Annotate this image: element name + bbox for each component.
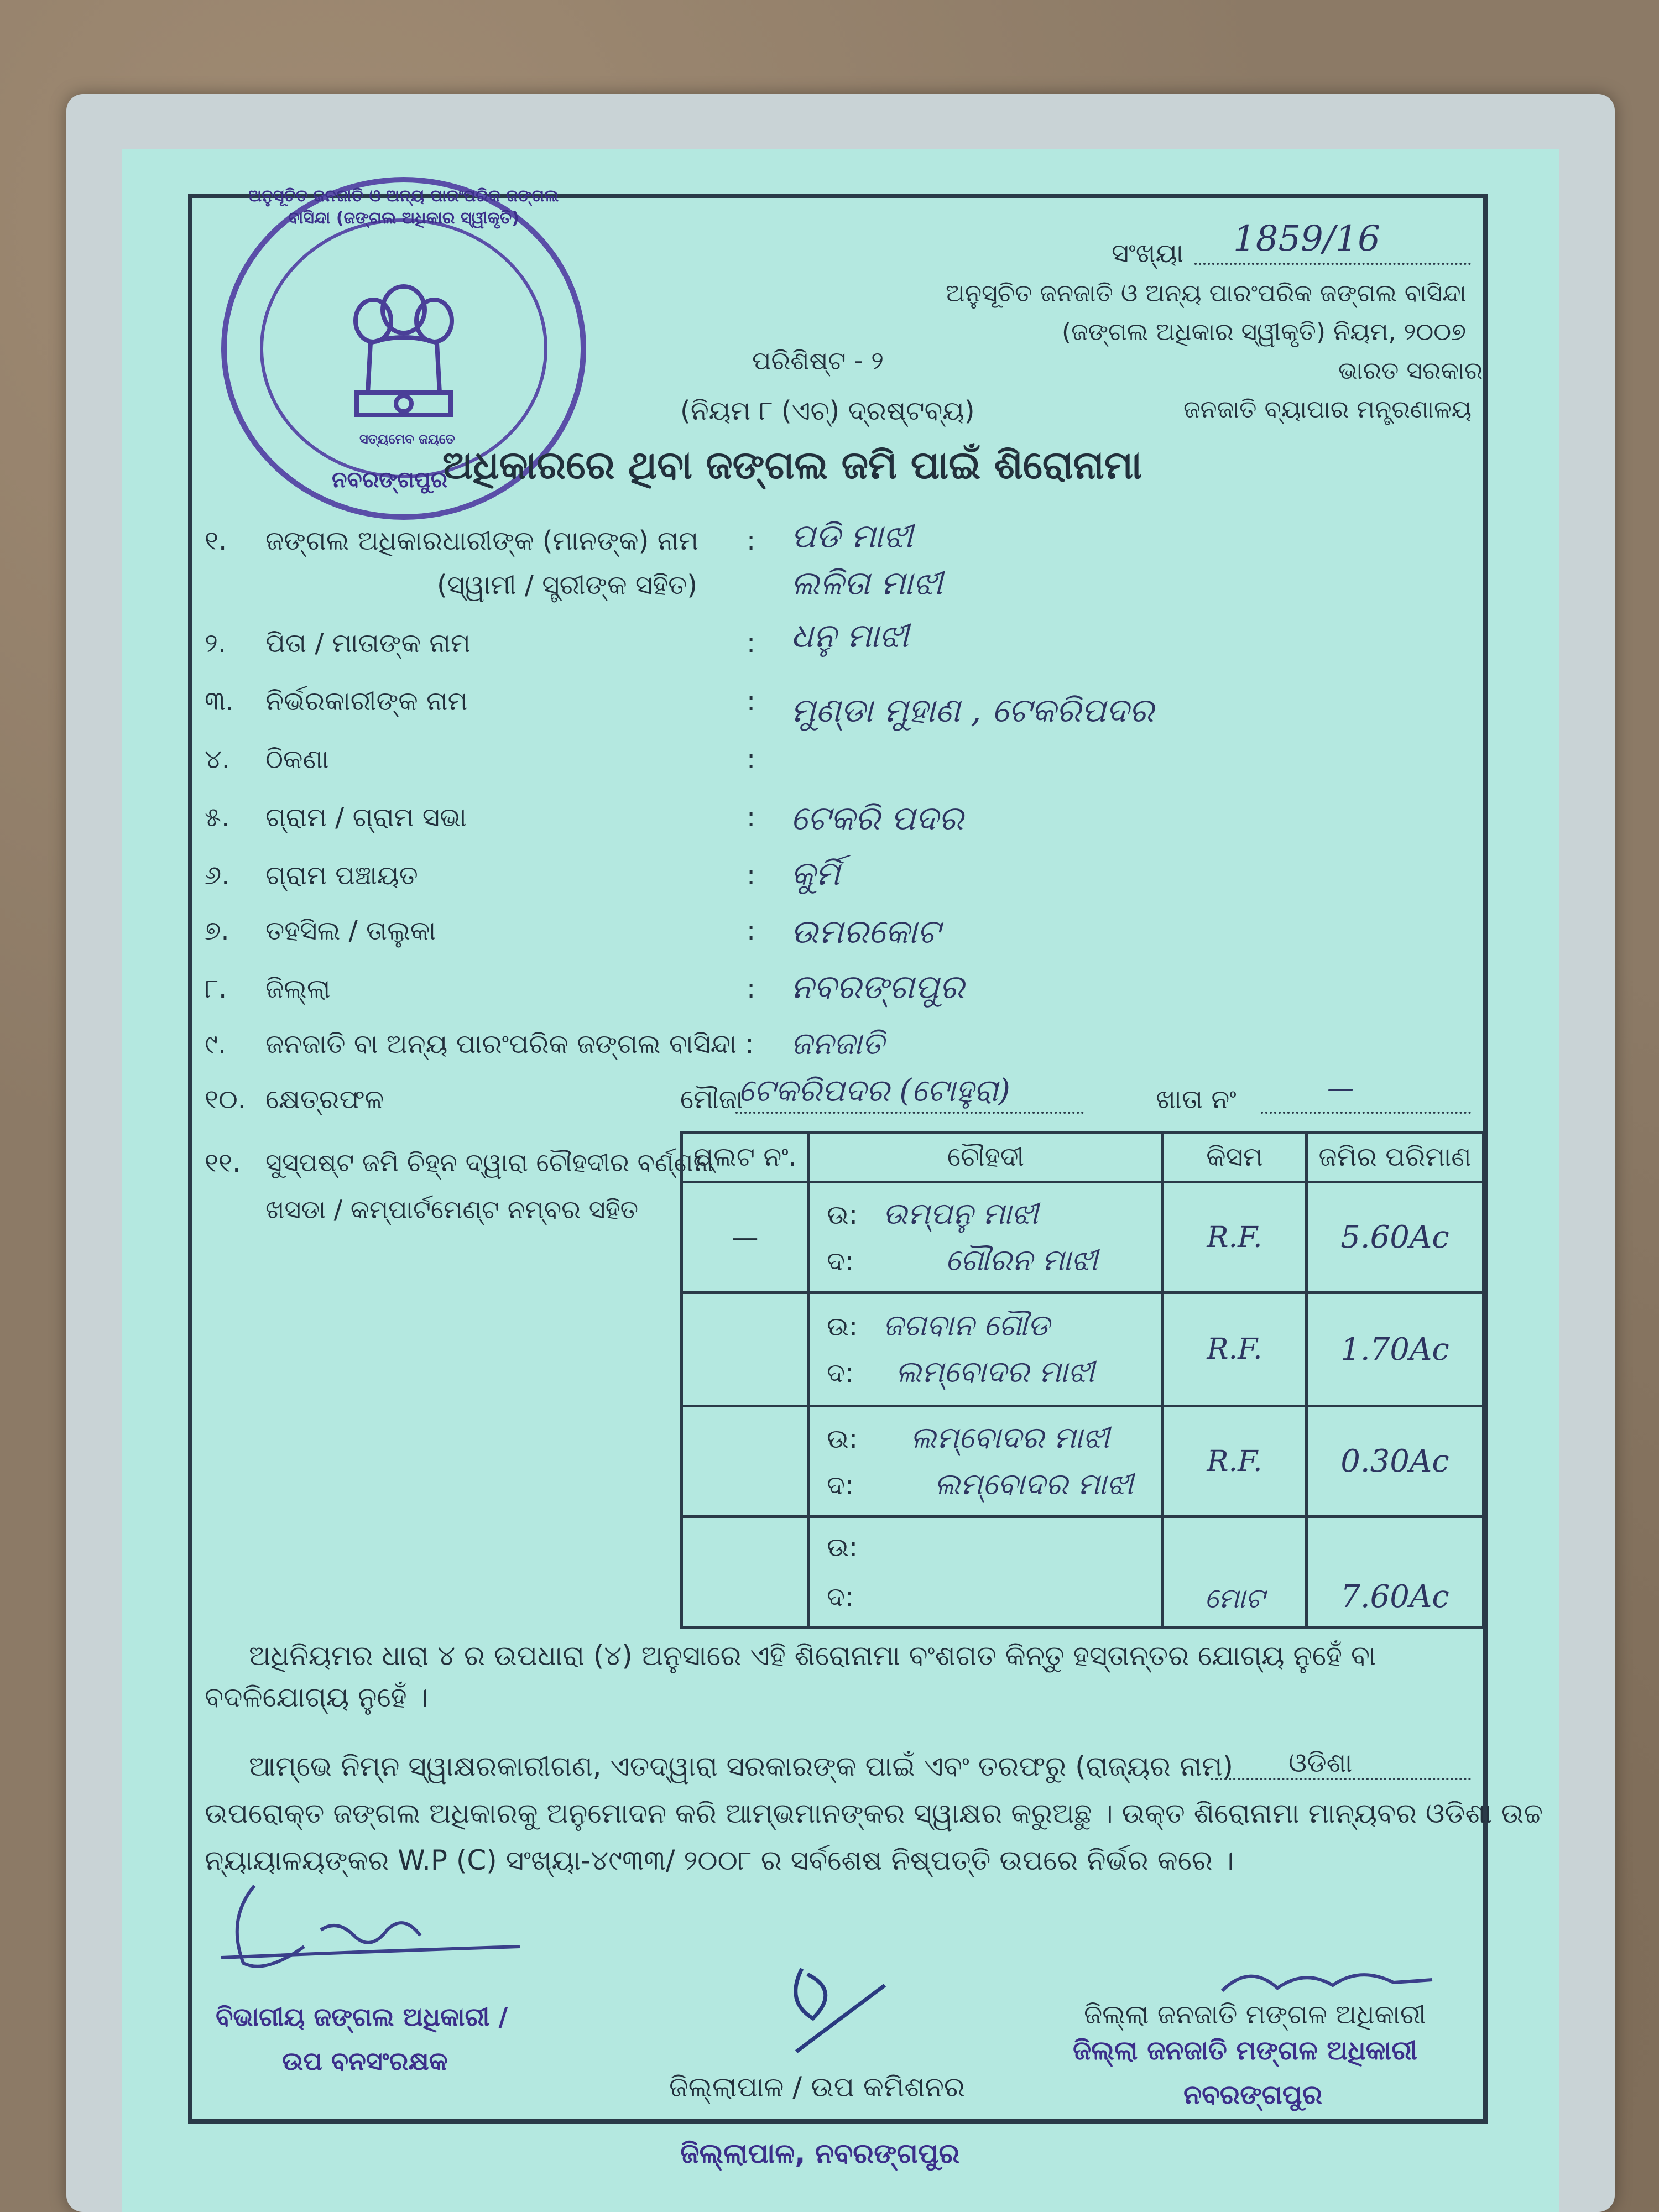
north-value: ଲମ୍ବୋଦର ମାଝୀ	[910, 1420, 1110, 1455]
field-num-11: ୧୧.	[205, 1147, 241, 1178]
field-num-3: ୩.	[205, 686, 234, 717]
field-num-7: ୭.	[205, 915, 229, 946]
plot-cell	[682, 1406, 809, 1517]
field-label-parent: ପିତା / ମାତାଙ୍କ ନାମ	[265, 628, 471, 659]
para2-line2: ଉପରୋକ୍ତ ଜଙ୍ଗଲ ଅଧିକାରକୁ ଅନୁମୋଦନ କରି ଆମ୍ଭମାନଙ୍କର ସ୍ୱାକ୍ଷର କରୁଅଛୁ । ଉକ୍ତ ଶିରୋନାମା ମାନ୍ୟବର ଓଡିଶା ଉଚ୍ଚ	[205, 1797, 1543, 1829]
para1-line2: ବଦଳିଯୋଗ୍ୟ ନୁହେଁ ।	[205, 1681, 429, 1713]
area-value: 1.70Ac	[1340, 1331, 1449, 1368]
colon: :	[747, 686, 756, 717]
field-label-village: ଗ୍ରାମ / ଗ୍ରାମ ସଭା	[265, 802, 467, 833]
khata-label: ଖାତା ନଂ	[1156, 1084, 1237, 1115]
north-label: ଉ:	[827, 1531, 858, 1563]
boundary-label-1: ସୁସ୍ପଷ୍ଟ ଜମି ଚିହ୍ନ ଦ୍ୱାରା ଚୌହଦୀର ବର୍ଣ୍ଣନା	[265, 1147, 714, 1177]
colon: :	[747, 915, 756, 946]
field-value-parent: ଧନୁ ମାଝୀ	[791, 617, 909, 655]
government-label: ଭାରତ ସରକାର	[1338, 357, 1483, 385]
colon: :	[747, 860, 756, 891]
sign-center-stamp: ଜିଲ୍ଲାପାଳ, ନବରଙ୍ଗପୁର	[680, 2137, 960, 2169]
south-label: ଦ:	[827, 1469, 854, 1501]
colon: :	[747, 744, 756, 775]
field-label-holder-name: ଜଙ୍ଗଲ ଅଧିକାରଧାରୀଙ୍କ (ମାନଙ୍କ) ନାମ	[265, 525, 699, 556]
north-label: ଉ:	[827, 1311, 858, 1342]
south-label: ଦ:	[827, 1245, 854, 1277]
header-plot-no: ପ୍ଲଟ ନଂ.	[682, 1133, 809, 1182]
field-value-village: ଟେକରି ପଦର	[791, 799, 964, 838]
boundary-cell	[809, 1406, 1163, 1517]
colon: :	[747, 973, 756, 1004]
field-value-panchayat: କୁର୍ମି	[791, 854, 841, 893]
sign-left-line1: ବିଭାଗୀୟ ଜଙ୍ଗଲ ଅଧିକାରୀ /	[216, 2002, 508, 2032]
boundary-cell	[809, 1293, 1163, 1406]
colon: :	[747, 525, 756, 556]
field-label-spouse: (ସ୍ୱାମୀ / ସ୍ତ୍ରୀଙ୍କ ସହିତ)	[437, 570, 698, 601]
annexure-label: ପରିଶିଷ୍ଟ - ୨	[752, 346, 884, 375]
mouza-label: ମୌଜା	[680, 1084, 743, 1115]
seal-place: ନବରଙ୍ଗପୁର	[332, 467, 448, 493]
field-value-district: ନବରଙ୍ଗପୁର	[791, 968, 964, 1006]
field-label-panchayat: ଗ୍ରାମ ପଞ୍ଚାୟତ	[265, 860, 418, 891]
para2-line1: ଆମ୍ଭେ ନିମ୍ନ ସ୍ୱାକ୍ଷରକାରୀଗଣ, ଏତଦ୍ୱାରା ସରକାରଙ୍କ ପାଇଁ ଏବଂ ତରଫରୁ (ରାଜ୍ୟର ନାମ)	[249, 1750, 1234, 1782]
area-cell	[1307, 1182, 1484, 1293]
field-label-tehsil: ତହସିଲ / ତାଲୁକା	[265, 915, 436, 946]
north-label: ଉ:	[827, 1199, 858, 1230]
plot-cell	[682, 1293, 809, 1406]
act-line-1: ଅନୁସୂଚିତ ଜନଜାତି ଓ ଅନ୍ୟ ପାରଂପରିକ ଜଙ୍ଗଲ ବାସିନ୍ଦା	[946, 279, 1467, 307]
total-label: ମୋଟ	[1204, 1582, 1265, 1614]
field-value-dependents: ମୁଣ୍ଡା ମୁହାଣ , ଟେକରିପଦର	[791, 691, 1154, 730]
kisam-value: R.F.	[1207, 1333, 1262, 1366]
field-label-address: ଠିକଣା	[265, 744, 329, 775]
field-value-tehsil: ଉମରକୋଟ	[791, 912, 940, 951]
plot-cell	[682, 1517, 809, 1627]
header-boundary: ଚୌହଦୀ	[809, 1133, 1163, 1182]
state-emblem-icon	[332, 260, 476, 442]
south-value: ଲମ୍ବୋଦର ମାଝୀ	[895, 1354, 1095, 1389]
field-label-district: ଜିଲ୍ଲା	[265, 973, 331, 1004]
header-kisam: କିସମ	[1163, 1133, 1307, 1182]
north-label: ଉ:	[827, 1423, 858, 1454]
kisam-cell	[1163, 1182, 1307, 1293]
serial-label: ସଂଖ୍ୟା	[1112, 238, 1184, 269]
sign-right-stamp1: ଜିଲ୍ଲା ଜନଜାତି ମଙ୍ଗଳ ଅଧିକାରୀ	[1073, 2035, 1418, 2066]
page-title: ଅଧିକାରରେ ଥିବା ଜଙ୍ଗଲ ଜମି ପାଇଁ ଶିରୋନାମା	[442, 442, 1142, 488]
sign-left-line2: ଉପ ବନସଂରକ୍ଷକ	[282, 2046, 448, 2076]
kisam-value: R.F.	[1207, 1444, 1262, 1478]
total-area-cell	[1307, 1517, 1484, 1627]
colon: :	[747, 628, 756, 659]
header-land-area: ଜମିର ପରିମାଣ	[1307, 1133, 1484, 1182]
field-num-8: ୮.	[205, 973, 227, 1004]
field-num-5: ୫.	[205, 802, 230, 833]
serial-dotted-line	[1194, 263, 1471, 265]
table-row	[682, 1293, 1484, 1406]
serial-value: 1859/16	[1233, 218, 1380, 259]
kisam-cell	[1163, 1293, 1307, 1406]
khata-dotted-line	[1261, 1112, 1471, 1114]
ministry-label: ଜନଜାତି ବ୍ୟାପାର ମନ୍ତ୍ରଣାଳୟ	[1183, 395, 1472, 424]
plot-cell: —	[682, 1182, 809, 1293]
field-num-6: ୬.	[205, 860, 230, 891]
kisam-cell	[1163, 1406, 1307, 1517]
para1-line1: ଅଧିନିୟମର ଧାରା ୪ ର ଉପଧାରା (୪) ଅନୁସାରେ ଏହି ଶିରୋନାମା ବଂଶଗତ କିନ୍ତୁ ହସ୍ତାନ୍ତର ଯୋଗ୍ୟ ନୁହେଁ ବା	[249, 1640, 1376, 1672]
area-cell	[1307, 1293, 1484, 1406]
field-value-holder-name: ପଡି ମାଝୀ	[791, 517, 913, 556]
south-label: ଦ:	[827, 1581, 854, 1613]
total-label-cell	[1163, 1517, 1307, 1627]
field-num-9: ୯.	[205, 1029, 227, 1060]
field-label-tribe: ଜନଜାତି ବା ଅନ୍ୟ ପାରଂପରିକ ଜଙ୍ଗଲ ବାସିନ୍ଦା :	[265, 1029, 754, 1060]
total-area-value: 7.60Ac	[1340, 1579, 1449, 1615]
collector-signature	[763, 1958, 907, 2068]
field-value-spouse: ଲଳିତା ମାଝୀ	[791, 564, 943, 603]
boundary-cell	[809, 1182, 1163, 1293]
seal-text: ଅନୁସୂଚିତ ଜନଜାତି ଓ ଅନ୍ୟ ପାରଂପରିକ ଜଙ୍ଗଲ ବାସିନ୍ଦା (ଜଙ୍ଗଲ ଅଧିକାର ସ୍ୱୀକୃତି)	[248, 186, 559, 228]
forest-officer-signature	[210, 1869, 542, 1980]
boundary-label-2: ଖସଡା / କମ୍ପାର୍ଟମେଣ୍ଟ ନମ୍ବର ସହିତ	[265, 1194, 639, 1224]
table-row-total	[682, 1517, 1484, 1627]
field-label-dependents: ନିର୍ଭରକାରୀଙ୍କ ନାମ	[265, 686, 468, 717]
south-value: ଲମ୍ବୋଦର ମାଝୀ	[934, 1466, 1134, 1501]
act-line-2: (ଜଙ୍ଗଲ ଅଧିକାର ସ୍ୱୀକୃତି) ନିୟମ, ୨୦୦୭	[1062, 318, 1467, 346]
field-value-tribe: ଜନଜାତି	[791, 1026, 884, 1062]
area-value: 5.60Ac	[1340, 1219, 1449, 1255]
area-cell	[1307, 1406, 1484, 1517]
welfare-officer-signature	[1217, 1958, 1438, 2002]
area-value: 0.30Ac	[1340, 1443, 1449, 1479]
field-label-area: କ୍ଷେତ୍ରଫଳ	[265, 1084, 384, 1115]
table-header-row	[682, 1133, 1484, 1182]
boundary-cell	[809, 1517, 1163, 1627]
rule-reference: (ନିୟମ ୮ (ଏଚ୍) ଦ୍ରଷ୍ଟବ୍ୟ)	[680, 395, 975, 426]
sign-center-line1: ଜିଲ୍ଲାପାଳ / ଉପ କମିଶନର	[669, 2071, 965, 2103]
khata-value: —	[1327, 1073, 1354, 1104]
boundary-table	[680, 1131, 1485, 1629]
seal-motto: ସତ୍ୟମେବ ଜୟତେ	[359, 431, 455, 447]
sign-right-line1: ଜିଲ୍ଲା ଜନଜାତି ମଙ୍ଗଳ ଅଧିକାରୀ	[1084, 1999, 1426, 2030]
colon: :	[747, 802, 756, 833]
kisam-value: R.F.	[1207, 1220, 1262, 1254]
south-label: ଦ:	[827, 1358, 854, 1389]
table-row	[682, 1182, 1484, 1293]
state-value: ଓଡିଶା	[1288, 1747, 1353, 1778]
field-num-4: ୪.	[205, 744, 231, 775]
field-num-1: ୧.	[205, 525, 227, 556]
para2-line3: ନ୍ୟାୟାଳୟଙ୍କର W.P (C) ସଂଖ୍ୟା-୪୯୩୩/ ୨୦୦୮ ର ସର୍ବଶେଷ ନିଷ୍ପତ୍ତି ଉପରେ ନିର୍ଭର କରେ ।	[205, 1844, 1234, 1876]
north-value: ଉମ୍ପନୁ ମାଝୀ	[883, 1196, 1039, 1231]
table-row	[682, 1406, 1484, 1517]
field-num-2: ୨.	[205, 628, 227, 659]
field-num-10: ୧୦.	[205, 1084, 247, 1115]
sign-right-stamp2: ନବରଙ୍ଗପୁର	[1183, 2079, 1323, 2110]
mouza-value: ଟେକରିପଦର (ଟୋହୁରା)	[738, 1073, 1010, 1109]
north-value: ଜଗବାନ ଗୌଡ	[883, 1308, 1050, 1343]
mouza-dotted-line	[735, 1112, 1084, 1114]
south-value: ଗୌରନ ମାଝୀ	[945, 1242, 1098, 1277]
